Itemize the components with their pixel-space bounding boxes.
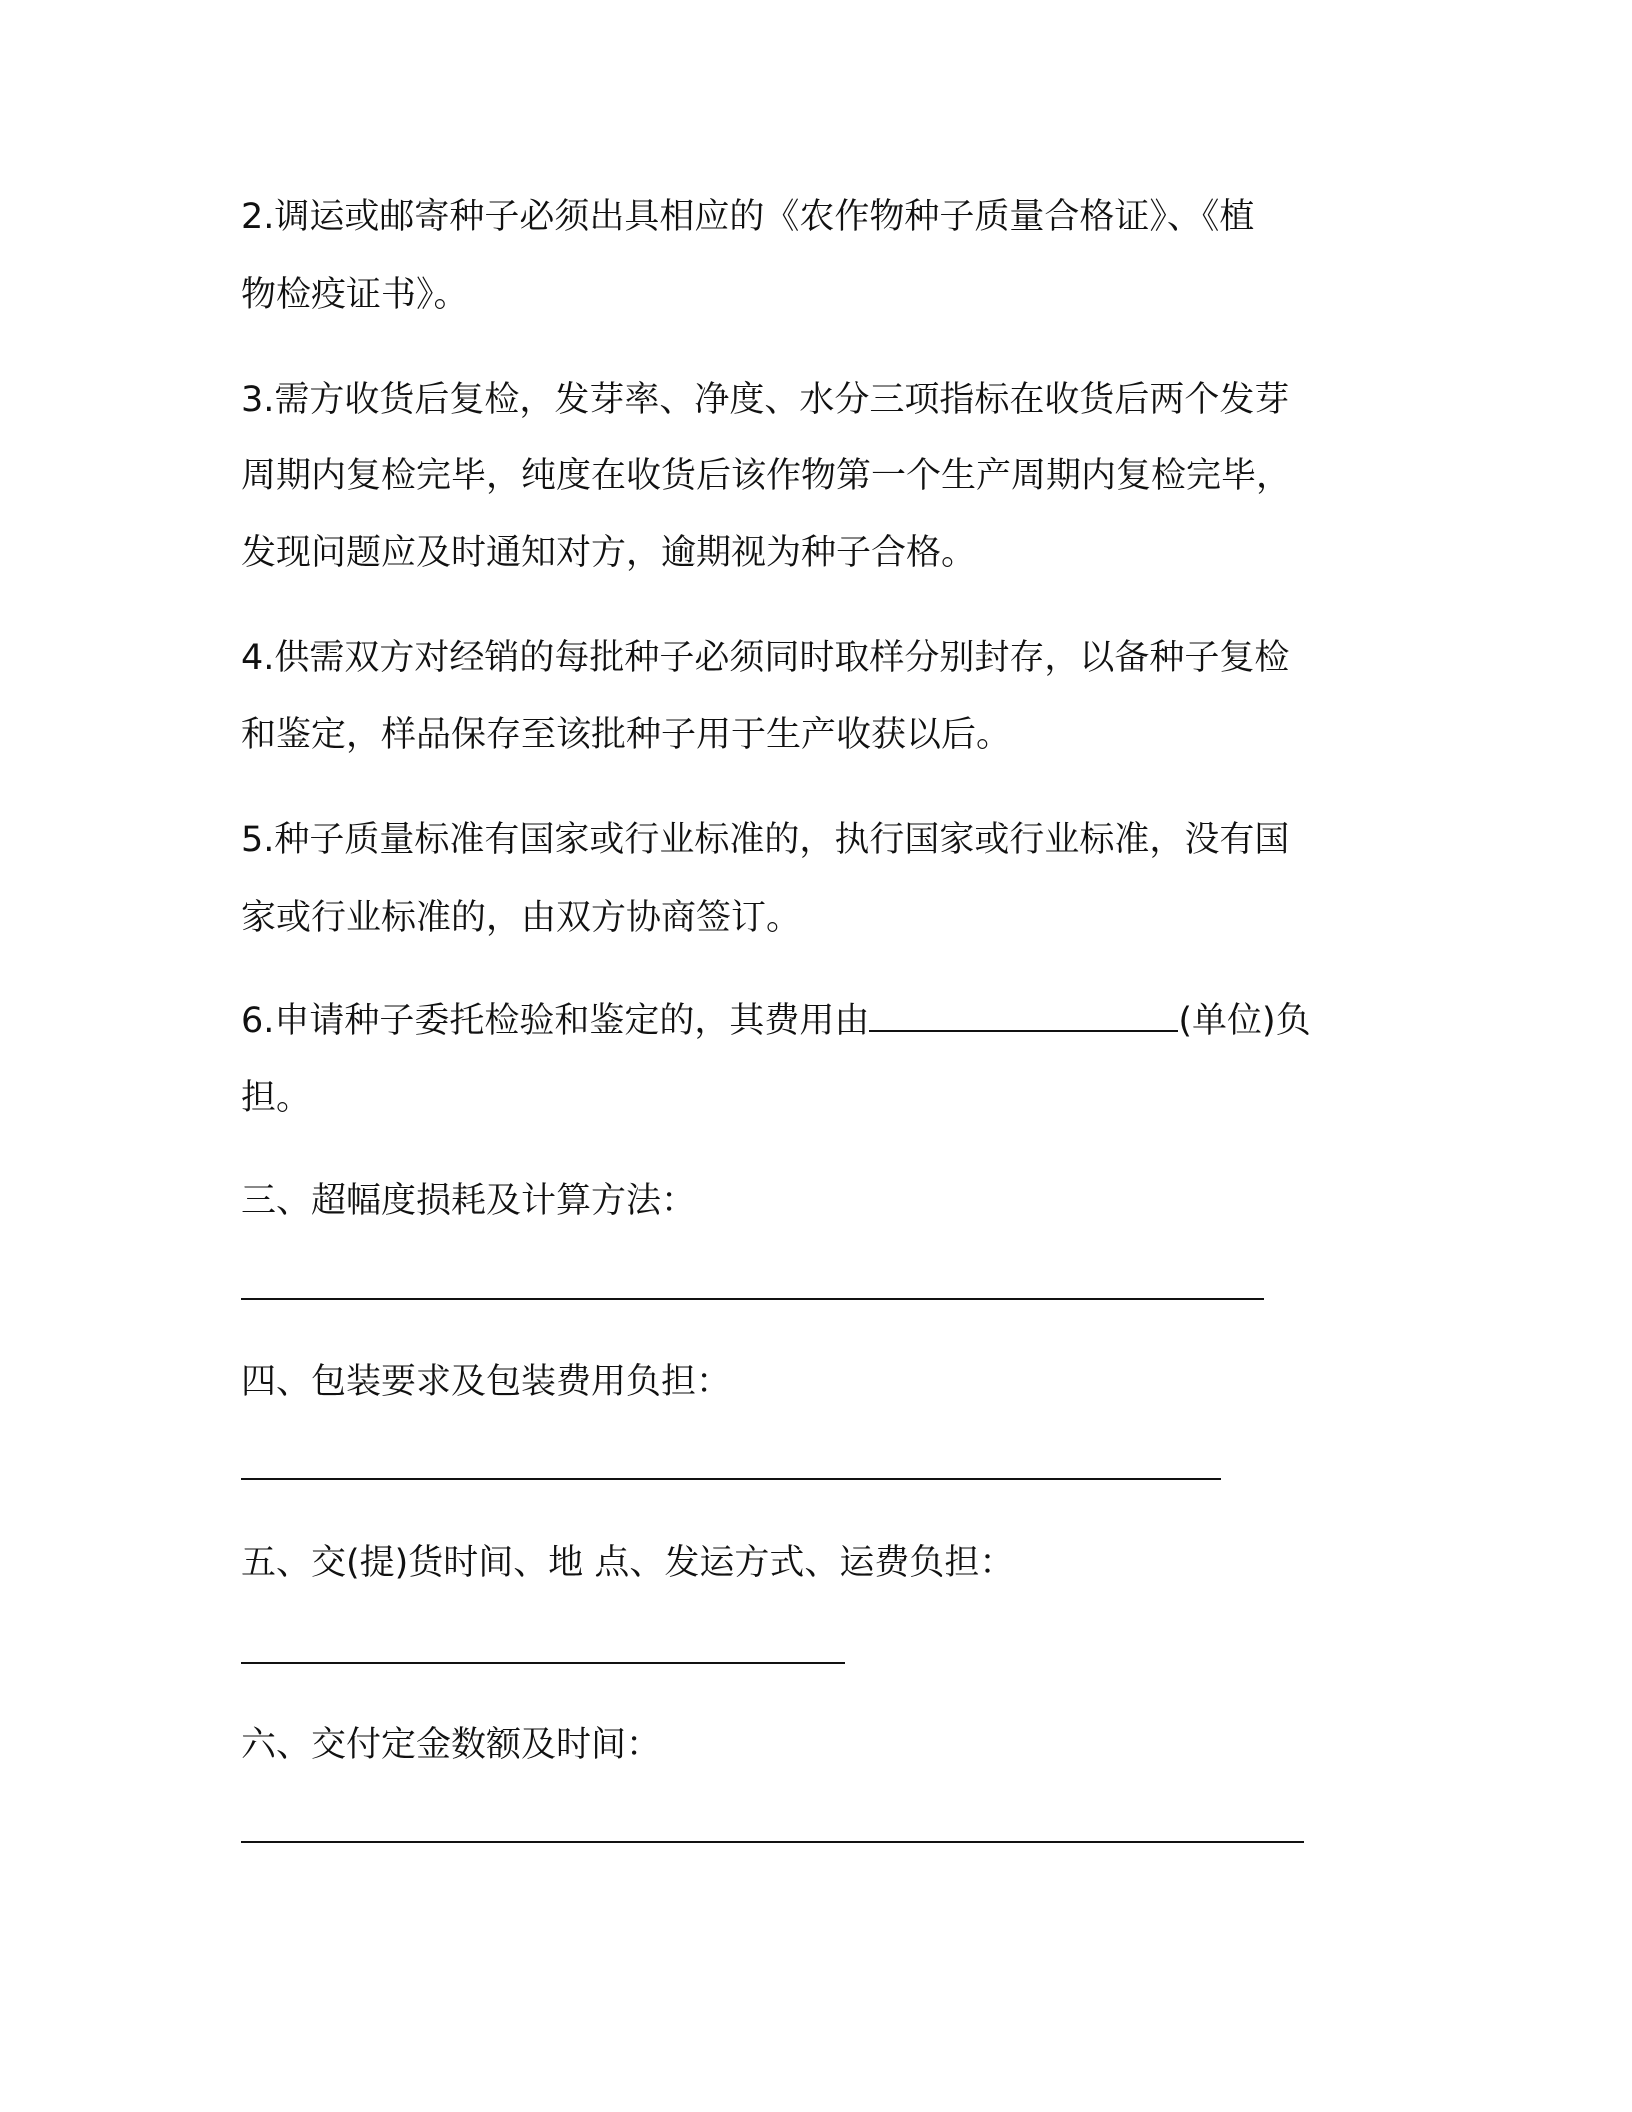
clause-6-text-before: 6.申请种子委托检验和鉴定的，其费用由	[241, 1001, 870, 1041]
section-5-heading: 五、交(提)货时间、地 点、发运方式、运费负担：	[241, 1543, 1015, 1583]
section-6-heading: 六、交付定金数额及时间：	[241, 1725, 662, 1765]
clause-2-line-2: 物检疫证书》。	[241, 275, 469, 315]
clause-6-text-after: (单位)负	[1178, 1001, 1311, 1041]
section-5-blank[interactable]	[241, 1662, 845, 1664]
clause-3-line-2: 周期内复检完毕，纯度在收货后该作物第一个生产周期内复检完毕，	[241, 456, 1292, 496]
section-3-blank[interactable]	[241, 1298, 1264, 1300]
section-3-heading: 三、超幅度损耗及计算方法：	[241, 1181, 697, 1221]
section-4-blank[interactable]	[241, 1478, 1221, 1480]
section-4-heading: 四、包装要求及包装费用负担：	[241, 1362, 732, 1402]
clause-2-line-1: 2.调运或邮寄种子必须出具相应的《农作物种子质量合格证》、《植	[241, 197, 1255, 237]
fee-payer-blank[interactable]	[869, 1000, 1178, 1032]
clause-5-line-1: 5.种子质量标准有国家或行业标准的，执行国家或行业标准，没有国	[241, 820, 1290, 860]
clause-6-line-2: 担。	[241, 1078, 312, 1118]
clause-5-line-2: 家或行业标准的，由双方协商签订。	[241, 898, 802, 938]
clause-3-line-3: 发现问题应及时通知对方，逾期视为种子合格。	[241, 533, 977, 573]
clause-3-line-1: 3.需方收货后复检，发芽率、净度、水分三项指标在收货后两个发芽	[241, 380, 1290, 420]
section-6-blank[interactable]	[241, 1841, 1304, 1843]
clause-6-line-1	[241, 999, 1311, 1043]
clause-4-line-1: 4.供需双方对经销的每批种子必须同时取样分别封存，以备种子复检	[241, 638, 1290, 678]
clause-4-line-2: 和鉴定，样品保存至该批种子用于生产收获以后。	[241, 715, 1012, 755]
